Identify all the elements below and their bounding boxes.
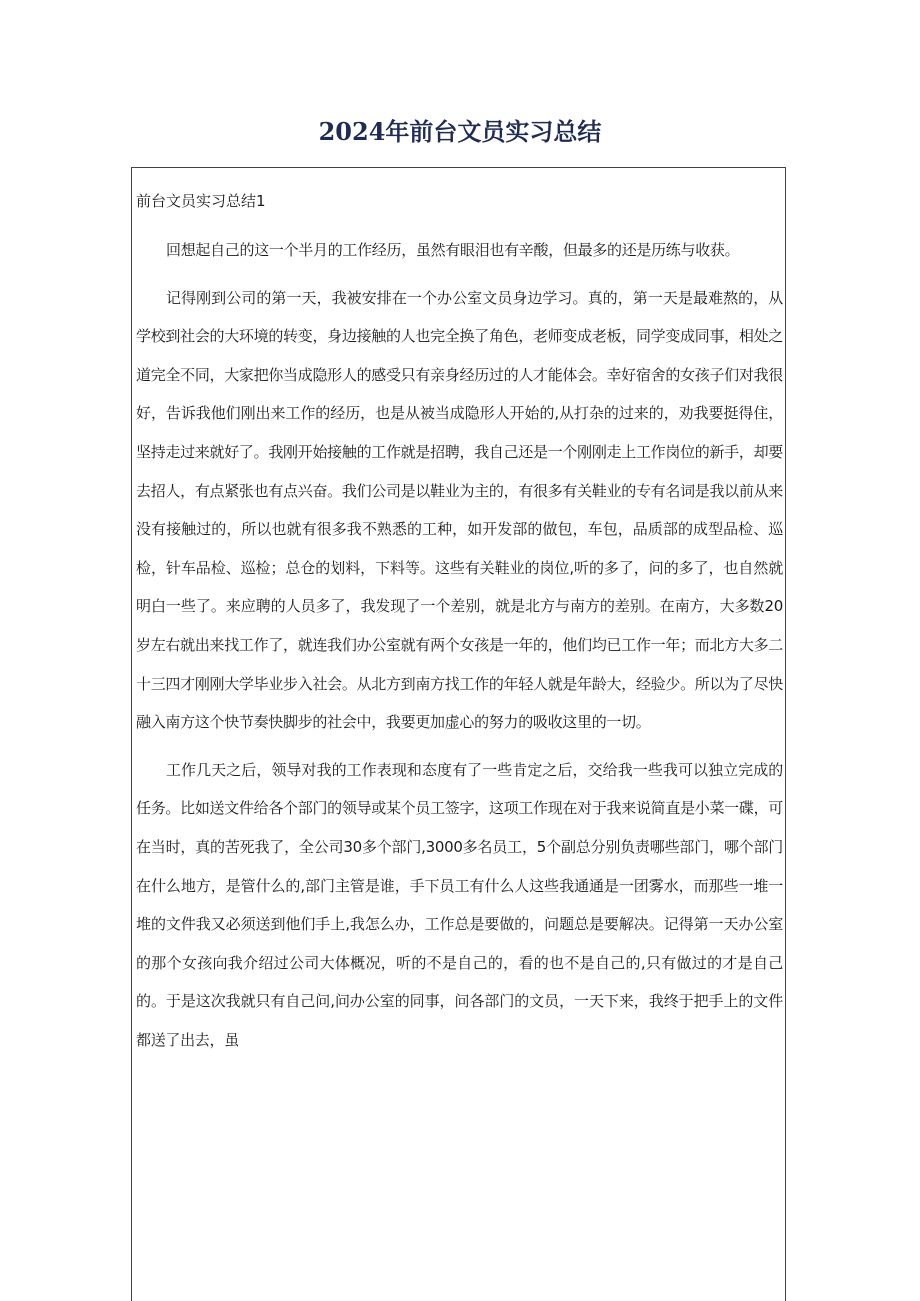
paragraph-2: 记得刚到公司的第一天，我被安排在一个办公室文员身边学习。真的，第一天是最难熬的，从学校到社会的大环境的转变，身边接触的人也完全换了角色，老师变成老板，同学变成同事，相处之道完全不同，大家把你当成隐形人的感受只有亲身经历过的人才能体会。幸好宿舍的女孩子们对我很好，告诉我他们刚出来工作的经历，也是从被当成隐形人开始的,从打杂的过来的，劝我要挺得住，坚持走过来就好了。我刚开始接触的工作就是招聘，我自己还是一个刚刚走上工作岗位的新手，却要去招人，有点紧张也有点兴奋。我们公司是以鞋业为主的，有很多有关鞋业的专有名词是我以前从来没有接触过的，所以也就有很多我不熟悉的工种，如开发部的做包，车包，品质部的成型品检、巡检，针车品检、巡检；总仓的划料，下料等。这些有关鞋业的岗位,听的多了，问的多了，也自然就明白一些了。来应聘的人员多了，我发现了一个差别，就是北方与南方的差别。在南方，大多数20岁左右就出来找工作了，就连我们办公室就有两个女孩是一年的，他们均已工作一年；而北方大多二十三四才刚刚大学毕业步入社会。从北方到南方找工作的年轻人就是年龄大，经验少。所以为了尽快融入南方这个快节奏快脚步的社会中，我要更加虚心的努力的吸收这里的一切。 xyxy=(136,288,783,732)
paragraph-3: 工作几天之后，领导对我的工作表现和态度有了一些肯定之后，交给我一些我可以独立完成的任务。比如送文件给各个部门的领导或某个员工签字，这项工作现在对于我来说简直是小菜一碟，可在当时，真的苦死我了，全公司30多个部门,3000多名员工，5个副总分别负责哪些部门，哪个部门在什么地方，是管什么的,部门主管是谁，手下员工有什么人这些我通通是一团雾水，而那些一堆一堆的文件我又必须送到他们手上,我怎么办，工作总是要做的，问题总是要解决。记得第一天办公室的那个女孩向我介绍过公司大体概况，听的不是自己的，看的也不是自己的,只有做过的才是自己的。于是这次我就只有自己问,问办公室的同事，问各部门的文员，一天下来，我终于把手上的文件都送了出去，虽 xyxy=(136,760,783,1049)
paragraph-1: 回想起自己的这一个半月的工作经历，虽然有眼泪也有辛酸，但最多的还是历练与收获。 xyxy=(166,241,740,259)
document-body xyxy=(136,185,783,1059)
document-title: 2024年前台文员实习总结 xyxy=(318,117,602,146)
section-heading: 前台文员实习总结1 xyxy=(136,192,266,210)
